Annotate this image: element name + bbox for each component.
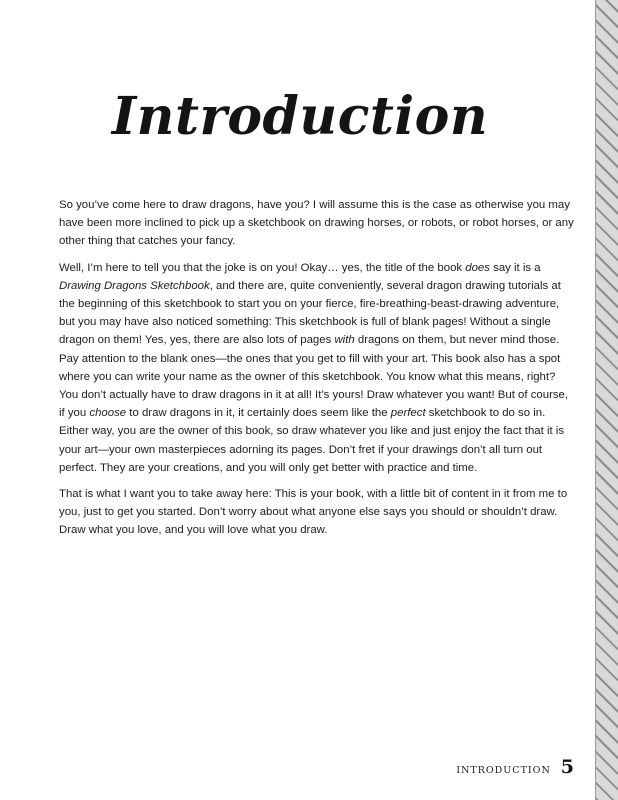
running-footer-title: INTRODUCTION [456,765,551,776]
page-footer [456,756,574,778]
page-number: 5 [560,756,574,778]
emphasis-text: with [334,334,355,347]
paragraph-text: , and there are, quite conveniently, several dragon drawing tutorials at the beginning of this sketchbook to start you on your fierce, fire-breathing-beast-drawing adventure, but you may have also noticed something: This sketchbook is full of blank pages! Without a single dragon on them! Yes, yes, there are also lots of pages [59,279,561,347]
paragraph-text: Well, I’m here to tell you that the joke is on you! Okay… yes, the title of the book [59,261,466,274]
page-title: Introduction [111,86,489,147]
emphasis-text: Drawing Dragons Sketchbook [59,279,210,292]
emphasis-text: choose [89,407,127,420]
paragraph [59,259,574,477]
emphasis-text: perfect [390,407,426,420]
body-text [59,196,574,548]
emphasis-text: does [465,261,490,274]
decorative-page-border [595,0,618,800]
paragraph [59,196,574,251]
paragraph-text: So you’ve come here to draw dragons, have you? I will assume this is the case as otherwise you may have been more inclined to pick up a sketchbook on drawing horses, or robots, or robot horses, or any other thing that catches your fancy. [59,199,574,248]
paragraph-text: say it is a [489,261,541,274]
paragraph-text: sketchbook to do so in. Either way, you are the owner of this book, so draw whatever you like and just enjoy the fact that it is your art—your own masterpieces adorning its pages. Don’t fret if your drawings don’t all turn out perfect. They are your creations, and you will only get better with practice and time. [59,407,565,474]
paragraph-text: dragons on them, but never mind those. Pay attention to the blank ones—the ones that you get to fill with your art. This book also has a spot where you can write your name as the owner of this sketchbook. You know what this means, right? You don’t actually have to draw dragons in it at all! It’s yours! Draw whatever you want! But of course, if you [59,334,569,420]
paragraph-text: That is what I want you to take away here: This is your book, with a little bit of content in it from me to you, just to get you started. Don’t worry about what anyone else says you should or shouldn’t draw. Draw what you love, and you will love what you draw. [59,488,568,537]
paragraph-text: to draw dragons in it, it certainly does seem like the [126,407,391,420]
paragraph [59,485,574,540]
